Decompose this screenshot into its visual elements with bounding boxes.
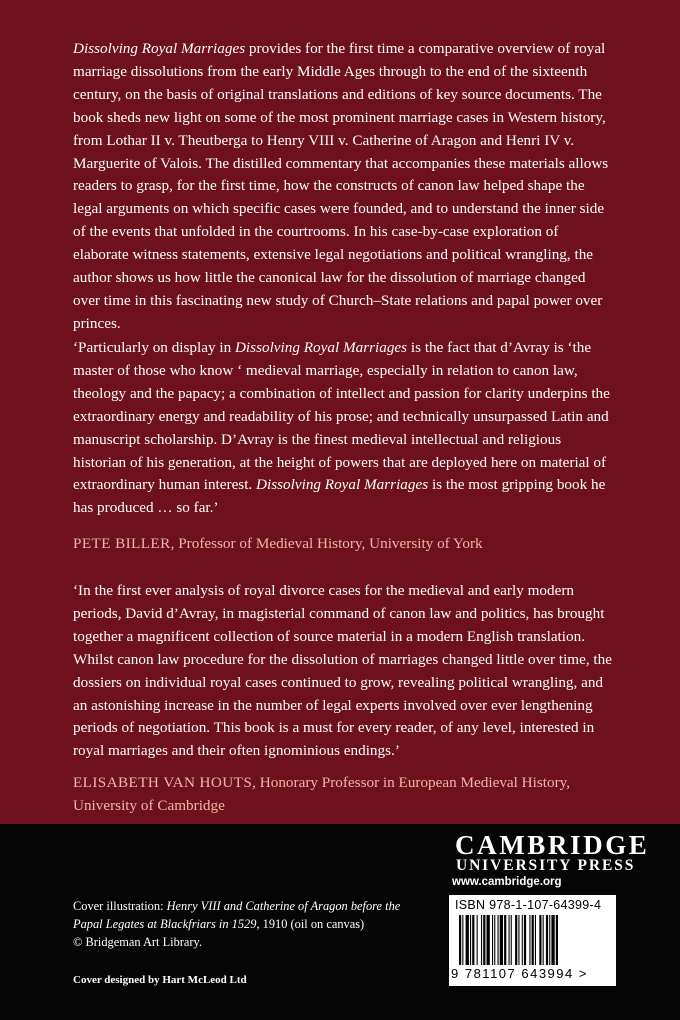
barcode-bar (535, 915, 536, 965)
barcode-bar (549, 915, 550, 965)
publisher-logo-line-1: CAMBRIDGE (455, 830, 650, 860)
review-quote-2: ‘In the first ever analysis of royal divorce cases for the medieval and early modern periods, David d’Avray, in magisterial command of canon law and politics, has brought together a magnificent collection of source material in a modern English translation. Whilst canon law procedure for the dissolution of marriages changed little over time, the dossiers on individual royal cases continued to grow, revealing political wrangling, and an astonishing increase in the number of legal experts involved over ever lengthening periods of negotiation. This book is a must for every reader, of any level, interested in royal marriages and their often ignominious endings.’ (73, 582, 612, 760)
publisher-logo-line-2: UNIVERSITY PRESS (456, 857, 636, 874)
barcode-bar (492, 915, 493, 965)
cover-illustration-credit (73, 897, 423, 951)
barcode-bar (462, 915, 463, 965)
barcode-bars (459, 915, 611, 967)
quote-1-title-b: Dissolving Royal Marriages (256, 476, 429, 494)
reviewer-affiliation-2: , Honorary Professor in European Medieval History, University of Cambridge (73, 774, 571, 814)
isbn-label: ISBN 978-1-107-64399-4 (455, 898, 602, 912)
cover-designer-credit: Cover designed by Hart McLeod Ltd (73, 974, 247, 986)
barcode-bar (466, 915, 469, 965)
credit-copyright: © Bridgeman Art Library. (73, 935, 203, 949)
barcode-bar (515, 915, 517, 965)
reviewer-name-1: PETE BILLER (73, 535, 171, 552)
barcode-bar (556, 915, 558, 965)
barcode-bar (529, 915, 530, 965)
review-attribution-2 (73, 772, 613, 818)
barcode-bar (470, 915, 471, 965)
barcode-bar (511, 915, 512, 965)
review-quote-1 (73, 337, 613, 520)
barcode-bar (532, 915, 534, 965)
barcode-bar (494, 915, 495, 965)
barcode-bar (487, 915, 490, 965)
book-description (73, 38, 613, 336)
barcode-bar (551, 915, 554, 965)
quote-1-text-b: is the fact that d’Avray is ‘the master of those who know ‘ medieval marriage, especially in relation to canon law, theology and the papacy; a combination of intellect and passion for clarity underpins the extraordinary energy and readability of his prose; and technically unsurpassed Latin and manuscript scholarship. D’Avray is the finest medieval intellectual and religious historian of his generation, at the height of powers that are deployed here on material of extraordinary human interest. (73, 339, 610, 494)
barcode-digits: 9 781107 643994 > (451, 966, 588, 981)
barcode-bar (459, 915, 461, 965)
barcode-bar (498, 915, 499, 965)
book-title-italic: Dissolving Royal Marriages (73, 40, 246, 57)
reviewer-affiliation-1: , Professor of Medieval History, University of York (170, 535, 483, 552)
barcode-bar (472, 915, 474, 965)
barcode-bar (477, 915, 478, 965)
quote-1-title-a: Dissolving Royal Marriages (234, 339, 408, 356)
credit-artwork-title: Henry VIII and Catherine of Aragon before the Papal Legates at Blackfriars in 1529 (73, 899, 401, 931)
reviewer-name-2: ELISABETH VAN HOUTS (73, 774, 253, 791)
barcode-bar (546, 915, 548, 965)
barcode-bar (504, 915, 506, 965)
barcode-bar (524, 915, 526, 965)
barcode-bar (483, 915, 485, 965)
credit-prefix: Cover illustration: (73, 899, 167, 913)
publisher-website: www.cambridge.org (452, 876, 562, 888)
barcode-bar (481, 915, 482, 965)
review-attribution-1 (73, 533, 613, 556)
barcode-bar (509, 915, 510, 965)
barcode-bar (539, 915, 541, 965)
barcode-bar (543, 915, 544, 965)
book-description-text: provides for the first time a comparative overview of royal marriage dissolutions from the early Middle Ages through to the end of the sixteenth century, on the basis of original translations and editions of key source documents. The book sheds new light on some of the most prominent marriage cases in Western history, from Lothar II v. Theutberga to Henry VIII v. Catherine of Aragon and Henri IV v. Marguerite of Valois. The distilled commentary that accompanies these materials allows readers to grasp, for the first time, how the constructs of canon law helped shape the legal arguments on which specific cases were founded, and to understand the inner side of the events that unfolded in the courtrooms. In his case-by-case exploration of elaborate witness statements, extensive legal negotiations and political wrangling, the author shows us how little the canonical law for the dissolution of marriage changed over time in this fascinating new study of Church–State relations and papal power over princes. (73, 40, 609, 332)
barcode-bar (522, 915, 523, 965)
quote-1-text-c: is the most gripping book he has produced … so far.’ (73, 476, 606, 517)
barcode-bar (518, 915, 519, 965)
quote-1-text-a: ‘Particularly on display in (73, 339, 235, 356)
credit-suffix: , 1910 (oil on canvas) (256, 917, 365, 931)
barcode-bar (500, 915, 503, 965)
